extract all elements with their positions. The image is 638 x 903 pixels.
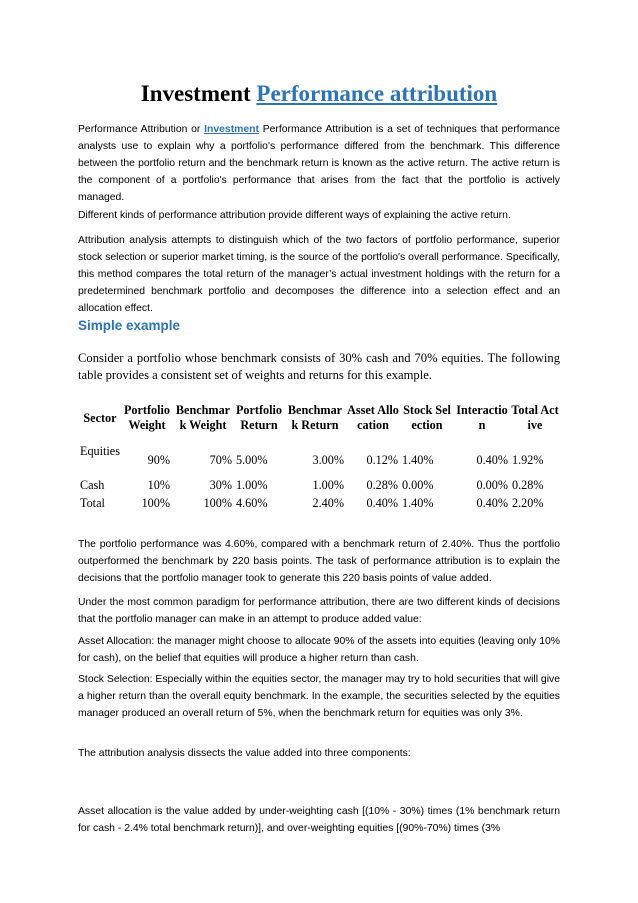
table-cell: 100% [141, 496, 170, 510]
table-cell: 1.40% [402, 496, 434, 510]
table-cell: 10% [147, 478, 170, 492]
table-row [78, 443, 560, 477]
table-cell: 70% [209, 453, 232, 467]
table-header-cell: Total Active [511, 403, 559, 432]
page-title [0, 80, 638, 108]
intro-paragraph-2: Different kinds of performance attribution provide different ways of explaining the active return. [78, 210, 511, 221]
title-prefix: Investment [140, 81, 251, 106]
table-cell: 3.00% [312, 453, 344, 467]
intro-paragraph-3: Attribution analysis attempts to distinguish which of the two factors of portfolio performance, superior stock selection or superior market timing, is the source of the portfolio's overall performance. Specifically, this method compares the total return of the manager’s actual investment holdings with the return for a predetermined benchmark portfolio and decomposes the difference into a selection effect and an allocation effect. [78, 235, 560, 314]
attribution-table [78, 393, 560, 513]
table-cell: 90% [147, 453, 170, 467]
table-cell: 0.00% [402, 478, 434, 492]
table-cell: 1.00% [236, 478, 268, 492]
table-header-cell: Portfolio Weight [123, 403, 171, 432]
body-paragraph-9: Asset allocation is the value added by under-weighting cash [(10% - 30%) times (1% benchmark return for cash - 2.4% total benchmark return)], and over-weighting equities [(90%-70%) times (3% [78, 806, 560, 834]
table-cell: 0.40% [366, 496, 398, 510]
body-paragraph-5: Under the most common paradigm for performance attribution, there are two different kinds of decisions that the portfolio manager can make in an attempt to produce added value: [78, 597, 560, 625]
table-cell: 0.28% [512, 478, 544, 492]
body-paragraph-7: Stock Selection: Especially within the equities sector, the manager may try to hold securities that will give a higher return than the overall equity benchmark. In the example, the securities selected by the equities manager produced an overall return of 5%, when the benchmark return for equities was only 3%. [78, 674, 560, 719]
body-paragraph-6: Asset Allocation: the manager might choose to allocate 90% of the assets into equities (leaving only 10% for cash), on the belief that equities will produce a higher return than cash. [78, 636, 560, 664]
section-heading: Simple example [78, 318, 181, 333]
table-row [78, 495, 560, 513]
intro-p1-rest: Performance Attribution is a set of techniques that performance analysts use to explain why a portfolio's performance differed from the benchmark. This difference between the portfolio return and the benchmark return is known as the active return. The active return is the component of a portfolio's performance that arises from the fact that the portfolio is actively managed. [78, 124, 560, 203]
table-header-cell: Portfolio Return [235, 403, 283, 432]
table-cell: 2.40% [312, 496, 344, 510]
table-cell: 0.40% [476, 453, 508, 467]
table-cell: 0.28% [366, 478, 398, 492]
example-intro: Consider a portfolio whose benchmark consists of 30% cash and 70% equities. The following table provides a consistent set of weights and returns for this example. [78, 351, 560, 382]
body-paragraph-8: The attribution analysis dissects the value added into three components: [78, 748, 411, 759]
investment-link[interactable]: Investment [204, 124, 259, 135]
table-cell: 0.40% [476, 496, 508, 510]
table-cell: Cash [80, 478, 105, 492]
table-header-cell: Benchmark Return [287, 403, 343, 432]
table-cell: 5.00% [236, 453, 268, 467]
table-cell: 30% [209, 478, 232, 492]
intro-p1-start: Performance Attribution or [78, 124, 201, 135]
table-cell: 1.40% [402, 453, 434, 467]
table-cell: Equities [80, 444, 120, 458]
table-row [78, 477, 560, 495]
title-link[interactable]: Performance attribution [256, 81, 498, 106]
table-cell: 0.12% [366, 453, 398, 467]
table-cell: 1.00% [312, 478, 344, 492]
table-header-cell: Sector [83, 410, 117, 425]
table-cell: Total [80, 496, 105, 510]
table-header-cell: Interaction [456, 403, 508, 432]
table-cell: 2.20% [512, 496, 544, 510]
table-cell: 0.00% [476, 478, 508, 492]
table-cell: 100% [203, 496, 232, 510]
table-header-cell: Asset Allocation [347, 403, 399, 432]
table-cell: 1.92% [512, 453, 544, 467]
table-cell: 4.60% [236, 496, 268, 510]
table-header-cell: Benchmark Weight [175, 403, 231, 432]
table-header-row [78, 393, 560, 443]
table-header-cell: Stock Selection [403, 403, 451, 432]
body-paragraph-4: The portfolio performance was 4.60%, compared with a benchmark return of 2.40%. Thus the portfolio outperformed the benchmark by 220 basis points. The task of performance attribution is to explain the decisions that the portfolio manager took to generate this 220 basis points of value added. [78, 539, 560, 584]
intro-paragraph-1 [78, 121, 560, 206]
